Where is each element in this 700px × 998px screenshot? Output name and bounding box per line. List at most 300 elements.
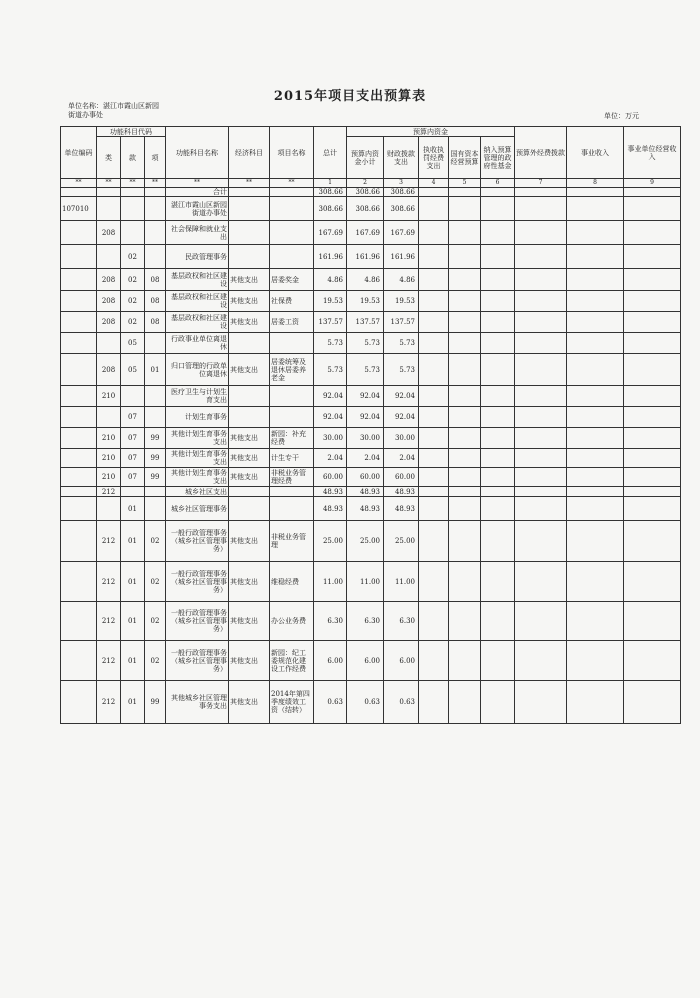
row-total: 19.53: [314, 291, 347, 312]
row-lei: 212: [97, 602, 121, 641]
row-econ: 其他支出: [229, 602, 270, 641]
row-exec: [419, 407, 449, 428]
header-econ: 经济科目: [229, 127, 270, 179]
row-lei: 210: [97, 386, 121, 407]
row-lei: 212: [97, 521, 121, 562]
row-kuan: 05: [121, 333, 145, 354]
row-outside: [515, 602, 567, 641]
row-exec: [419, 245, 449, 269]
header-govfund: 纳入预算管理的政府性基金: [481, 137, 515, 179]
row-govfund: [481, 221, 515, 245]
row-total: 30.00: [314, 428, 347, 449]
row-kuan: 07: [121, 468, 145, 487]
row-lei: 208: [97, 291, 121, 312]
row-func-name: 基层政权和社区建设: [166, 312, 229, 333]
row-exec: [419, 197, 449, 221]
row-govfund: [481, 333, 515, 354]
row-state: [449, 428, 481, 449]
row-inner-sub: 308.66: [347, 188, 384, 197]
row-econ: 其他支出: [229, 562, 270, 602]
row-econ: [229, 386, 270, 407]
row-fiscal: 5.73: [384, 333, 419, 354]
row-kuan: [121, 221, 145, 245]
row-govfund: [481, 354, 515, 386]
row-fiscal: 161.96: [384, 245, 419, 269]
row-fiscal: 25.00: [384, 521, 419, 562]
header-fiscal: 财政拨款支出: [384, 137, 419, 179]
row-state: [449, 245, 481, 269]
row-total: 0.63: [314, 681, 347, 724]
row-econ: 其他支出: [229, 291, 270, 312]
row-project: 居委工资: [270, 312, 314, 333]
row-func-name: 一般行政管理事务（城乡社区管理事务）: [166, 521, 229, 562]
row-op: [624, 407, 681, 428]
row-xiang: [145, 221, 166, 245]
row-project: [270, 386, 314, 407]
row-op: [624, 641, 681, 681]
table-row: [61, 354, 681, 386]
row-project: 居委奖金: [270, 269, 314, 291]
row-kuan: 02: [121, 245, 145, 269]
row-outside: [515, 407, 567, 428]
row-inner-sub: 308.66: [347, 197, 384, 221]
row-kuan: 01: [121, 602, 145, 641]
table-row: [61, 386, 681, 407]
row-exec: [419, 521, 449, 562]
row-total: 4.86: [314, 269, 347, 291]
row-project: [270, 188, 314, 197]
row-biz: [567, 449, 624, 468]
row-exec: [419, 291, 449, 312]
table-row: [61, 428, 681, 449]
row-biz: [567, 333, 624, 354]
row-project: 非税业务管理经费: [270, 468, 314, 487]
row-outside: [515, 428, 567, 449]
row-func-name: 医疗卫生与计划生育支出: [166, 386, 229, 407]
header-lei: 类: [97, 137, 121, 179]
row-op: [624, 188, 681, 197]
row-exec: [419, 333, 449, 354]
row-inner-sub: 48.93: [347, 497, 384, 521]
header-project: 项目名称: [270, 127, 314, 179]
row-lei: 212: [97, 562, 121, 602]
table-row: [61, 197, 681, 221]
header-state: 国有资本经营预算: [449, 137, 481, 179]
row-inner-sub: 167.69: [347, 221, 384, 245]
row-lei: [97, 497, 121, 521]
table-row: [61, 497, 681, 521]
row-inner-sub: 4.86: [347, 269, 384, 291]
row-xiang: 99: [145, 449, 166, 468]
row-state: [449, 407, 481, 428]
row-outside: [515, 681, 567, 724]
row-op: [624, 333, 681, 354]
row-inner-sub: 60.00: [347, 468, 384, 487]
table-row: [61, 521, 681, 562]
row-govfund: [481, 681, 515, 724]
row-project: 社保费: [270, 291, 314, 312]
row-fiscal: 92.04: [384, 386, 419, 407]
row-fiscal: 11.00: [384, 562, 419, 602]
row-func-name: 归口管理的行政单位离退休: [166, 354, 229, 386]
row-total: 2.04: [314, 449, 347, 468]
row-biz: [567, 386, 624, 407]
row-op: [624, 497, 681, 521]
row-total: 11.00: [314, 562, 347, 602]
row-op: [624, 221, 681, 245]
row-biz: [567, 641, 624, 681]
row-govfund: [481, 386, 515, 407]
row-total: 60.00: [314, 468, 347, 487]
row-lei: 208: [97, 221, 121, 245]
row-state: [449, 449, 481, 468]
row-govfund: [481, 497, 515, 521]
row-func-name: 计划生育事务: [166, 407, 229, 428]
row-xiang: [145, 497, 166, 521]
row-state: [449, 386, 481, 407]
row-inner-sub: 2.04: [347, 449, 384, 468]
row-xiang: 99: [145, 428, 166, 449]
row-biz: [567, 487, 624, 497]
row-fiscal: 2.04: [384, 449, 419, 468]
row-outside: [515, 449, 567, 468]
row-state: [449, 269, 481, 291]
row-kuan: 01: [121, 497, 145, 521]
table-row: [61, 562, 681, 602]
row-func-name: 城乡社区支出: [166, 487, 229, 497]
row-func-name: 行政事业单位离退休: [166, 333, 229, 354]
row-govfund: [481, 487, 515, 497]
row-xiang: 02: [145, 521, 166, 562]
row-unit-code: [61, 386, 97, 407]
header-total: 总计: [314, 127, 347, 179]
row-op: [624, 386, 681, 407]
row-econ: 其他支出: [229, 428, 270, 449]
row-lei: 212: [97, 681, 121, 724]
row-lei: 212: [97, 641, 121, 681]
row-state: [449, 468, 481, 487]
row-biz: [567, 497, 624, 521]
row-lei: [97, 407, 121, 428]
row-xiang: [145, 188, 166, 197]
row-unit-code: [61, 269, 97, 291]
row-inner-sub: 92.04: [347, 407, 384, 428]
row-econ: 其他支出: [229, 449, 270, 468]
row-op: [624, 468, 681, 487]
row-func-name: 一般行政管理事务（城乡社区管理事务）: [166, 562, 229, 602]
row-project: [270, 221, 314, 245]
row-xiang: [145, 197, 166, 221]
row-op: [624, 487, 681, 497]
row-project: 非税业务管理: [270, 521, 314, 562]
row-biz: [567, 428, 624, 449]
row-outside: [515, 197, 567, 221]
row-kuan: 02: [121, 312, 145, 333]
row-project: 新园：补充经费: [270, 428, 314, 449]
row-fiscal: 4.86: [384, 269, 419, 291]
row-op: [624, 312, 681, 333]
row-total: 137.57: [314, 312, 347, 333]
row-state: [449, 221, 481, 245]
row-outside: [515, 245, 567, 269]
row-unit-code: [61, 407, 97, 428]
row-biz: [567, 521, 624, 562]
row-biz: [567, 407, 624, 428]
row-op: [624, 449, 681, 468]
row-unit-code: [61, 312, 97, 333]
row-op: [624, 521, 681, 562]
row-unit-code: [61, 221, 97, 245]
row-total: 167.69: [314, 221, 347, 245]
row-govfund: [481, 602, 515, 641]
row-inner-sub: 11.00: [347, 562, 384, 602]
row-op: [624, 681, 681, 724]
row-kuan: [121, 386, 145, 407]
row-govfund: [481, 197, 515, 221]
row-econ: 其他支出: [229, 354, 270, 386]
row-exec: [419, 428, 449, 449]
row-econ: [229, 333, 270, 354]
row-econ: [229, 197, 270, 221]
row-project: [270, 497, 314, 521]
table-row: [61, 245, 681, 269]
row-fiscal: 60.00: [384, 468, 419, 487]
row-xiang: [145, 487, 166, 497]
row-total: 48.93: [314, 497, 347, 521]
row-func-name: 城乡社区管理事务: [166, 497, 229, 521]
row-govfund: [481, 449, 515, 468]
row-exec: [419, 681, 449, 724]
row-kuan: 01: [121, 521, 145, 562]
row-inner-sub: 161.96: [347, 245, 384, 269]
row-project: [270, 407, 314, 428]
table-row: [61, 449, 681, 468]
table-row: [61, 407, 681, 428]
row-biz: [567, 291, 624, 312]
row-fiscal: 19.53: [384, 291, 419, 312]
row-project: 2014年第四季度绩效工资（结转）: [270, 681, 314, 724]
row-xiang: 08: [145, 269, 166, 291]
row-op: [624, 245, 681, 269]
header-op: 事业单位经营收入: [624, 127, 681, 179]
row-econ: [229, 221, 270, 245]
row-total: 25.00: [314, 521, 347, 562]
row-outside: [515, 269, 567, 291]
row-project: [270, 197, 314, 221]
row-xiang: 02: [145, 602, 166, 641]
table-row: [61, 221, 681, 245]
row-unit-code: [61, 487, 97, 497]
row-kuan: [121, 188, 145, 197]
row-biz: [567, 188, 624, 197]
row-kuan: 07: [121, 407, 145, 428]
row-outside: [515, 487, 567, 497]
header-inner-sub: 预算内资金小计: [347, 137, 384, 179]
row-govfund: [481, 312, 515, 333]
row-project: 居委统筹及退休居委养老金: [270, 354, 314, 386]
row-total: 6.00: [314, 641, 347, 681]
row-kuan: 02: [121, 291, 145, 312]
table-row: [61, 468, 681, 487]
row-exec: [419, 188, 449, 197]
row-biz: [567, 681, 624, 724]
row-inner-sub: 6.30: [347, 602, 384, 641]
row-biz: [567, 221, 624, 245]
row-op: [624, 269, 681, 291]
row-econ: [229, 487, 270, 497]
row-govfund: [481, 188, 515, 197]
row-fiscal: 48.93: [384, 487, 419, 497]
row-biz: [567, 602, 624, 641]
row-biz: [567, 562, 624, 602]
row-econ: 其他支出: [229, 312, 270, 333]
row-lei: 208: [97, 312, 121, 333]
row-biz: [567, 269, 624, 291]
row-govfund: [481, 291, 515, 312]
row-outside: [515, 312, 567, 333]
row-func-name: 其他城乡社区管理事务支出: [166, 681, 229, 724]
row-func-name: 一般行政管理事务（城乡社区管理事务）: [166, 641, 229, 681]
row-lei: 210: [97, 468, 121, 487]
row-unit-code: [61, 681, 97, 724]
row-exec: [419, 487, 449, 497]
table-row: [61, 487, 681, 497]
row-biz: [567, 468, 624, 487]
table-row: [61, 681, 681, 724]
row-biz: [567, 197, 624, 221]
row-outside: [515, 468, 567, 487]
row-func-name: 湛江市霞山区新园街道办事处: [166, 197, 229, 221]
row-exec: [419, 497, 449, 521]
row-state: [449, 197, 481, 221]
row-op: [624, 197, 681, 221]
row-exec: [419, 269, 449, 291]
row-xiang: 02: [145, 641, 166, 681]
row-func-name: 其他计划生育事务支出: [166, 468, 229, 487]
row-fiscal: 6.00: [384, 641, 419, 681]
row-xiang: [145, 386, 166, 407]
page-title: 2015年项目支出预算表: [273, 89, 427, 104]
row-kuan: 07: [121, 428, 145, 449]
row-state: [449, 521, 481, 562]
row-inner-sub: 137.57: [347, 312, 384, 333]
row-project: 维稳经费: [270, 562, 314, 602]
table-row: [61, 602, 681, 641]
header-kuan: 款: [121, 137, 145, 179]
row-outside: [515, 221, 567, 245]
row-outside: [515, 188, 567, 197]
row-state: [449, 497, 481, 521]
row-inner-sub: 48.93: [347, 487, 384, 497]
row-unit-code: [61, 291, 97, 312]
row-kuan: 07: [121, 449, 145, 468]
row-total: 48.93: [314, 487, 347, 497]
table-row: [61, 312, 681, 333]
row-unit-code: [61, 562, 97, 602]
row-govfund: [481, 407, 515, 428]
row-op: [624, 354, 681, 386]
row-lei: 208: [97, 269, 121, 291]
row-unit-code: [61, 521, 97, 562]
table-row: [61, 333, 681, 354]
row-govfund: [481, 428, 515, 449]
row-econ: 其他支出: [229, 468, 270, 487]
row-outside: [515, 641, 567, 681]
row-govfund: [481, 641, 515, 681]
row-fiscal: 308.66: [384, 197, 419, 221]
row-biz: [567, 312, 624, 333]
row-xiang: [145, 333, 166, 354]
row-unit-code: [61, 188, 97, 197]
header-budget-inner: 预算内资金: [347, 127, 515, 137]
row-biz: [567, 354, 624, 386]
row-total: 161.96: [314, 245, 347, 269]
row-outside: [515, 333, 567, 354]
column-index-row: ** ** ** ** ** ** ** 1 2 3 4 5 6 7 8 9: [61, 179, 681, 188]
row-fiscal: 137.57: [384, 312, 419, 333]
row-lei: [97, 245, 121, 269]
row-kuan: 01: [121, 562, 145, 602]
row-kuan: [121, 197, 145, 221]
row-govfund: [481, 269, 515, 291]
row-func-name: 社会保障和就业支出: [166, 221, 229, 245]
row-exec: [419, 312, 449, 333]
header-xiang: 项: [145, 137, 166, 179]
row-fiscal: 308.66: [384, 188, 419, 197]
row-unit-code: [61, 641, 97, 681]
row-exec: [419, 386, 449, 407]
row-state: [449, 188, 481, 197]
row-exec: [419, 641, 449, 681]
row-exec: [419, 468, 449, 487]
row-unit-code: [61, 428, 97, 449]
row-inner-sub: 19.53: [347, 291, 384, 312]
row-func-name: 民政管理事务: [166, 245, 229, 269]
row-xiang: 02: [145, 562, 166, 602]
row-fiscal: 48.93: [384, 497, 419, 521]
row-biz: [567, 245, 624, 269]
row-econ: [229, 188, 270, 197]
row-kuan: 01: [121, 641, 145, 681]
row-func-name: 其他计划生育事务支出: [166, 428, 229, 449]
row-state: [449, 312, 481, 333]
header-unit-code: 单位编码: [61, 127, 97, 179]
row-inner-sub: 25.00: [347, 521, 384, 562]
row-state: [449, 487, 481, 497]
row-outside: [515, 354, 567, 386]
row-state: [449, 602, 481, 641]
row-xiang: 99: [145, 468, 166, 487]
row-exec: [419, 449, 449, 468]
row-project: [270, 333, 314, 354]
header-outside: 预算外经费拨款: [515, 127, 567, 179]
row-econ: 其他支出: [229, 681, 270, 724]
row-func-name: 其他计划生育事务支出: [166, 449, 229, 468]
row-fiscal: 92.04: [384, 407, 419, 428]
row-unit-code: [61, 333, 97, 354]
row-total: 92.04: [314, 386, 347, 407]
row-total: 5.73: [314, 333, 347, 354]
row-func-name: 基层政权和社区建设: [166, 269, 229, 291]
row-op: [624, 562, 681, 602]
row-econ: [229, 497, 270, 521]
row-total: 5.73: [314, 354, 347, 386]
row-econ: 其他支出: [229, 641, 270, 681]
row-lei: 208: [97, 354, 121, 386]
row-inner-sub: 6.00: [347, 641, 384, 681]
row-project: 办公业务费: [270, 602, 314, 641]
row-total: 308.66: [314, 188, 347, 197]
